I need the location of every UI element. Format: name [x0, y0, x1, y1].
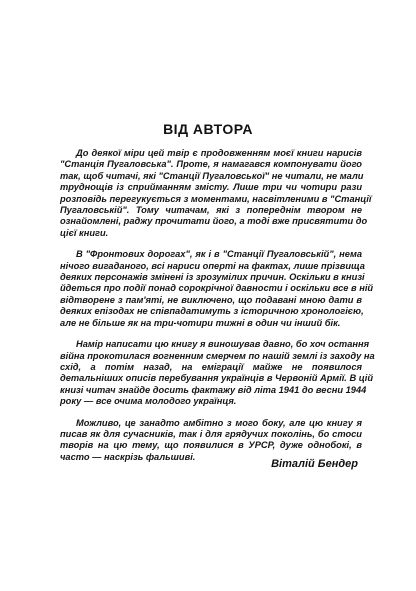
text-line: деяких епізодах не співпадатимуть з історичною хронологією,: [60, 306, 364, 317]
text-line: "Станція Пугаловська". Проте, я намагався компонувати його: [60, 159, 362, 170]
text-line: йдеться про події понад сорокрічної давности і оскільки все в ній: [60, 283, 374, 294]
text-line: схід, а потім назад, на еміграції майже не появилося: [60, 361, 362, 372]
text-line: так, щоб читачі, які "Станції Пугаловської" не читали, не мали: [60, 170, 364, 181]
text-line: відтворене з пам'яті, не виключено, що подавані мною дати в: [60, 294, 362, 305]
text-line: Пугаловській". Тому читачам, які з попереднім твором не: [60, 205, 362, 216]
text-line: писав як для сучасників, так і для грядучих поколінь, бо стоси: [60, 428, 362, 439]
text-line: труднощів із сприйманням змісту. Лише три чи чотири рази: [60, 182, 362, 193]
text-line: але не більше як на три-чотири тижні в один чи інший бік.: [60, 317, 341, 328]
text-line: часто — наскрізь фальшиві.: [60, 451, 196, 462]
paragraph-4: [60, 418, 362, 464]
page-title: ВІД АВТОРА: [163, 121, 253, 137]
text-line: ознайомлені, раджу прочитати його, а тоді вже присвятити до: [60, 216, 368, 227]
text-line: Можливо, це занадто амбітно з мого боку, але цю книгу я: [76, 417, 362, 428]
paragraph-1: [60, 148, 372, 239]
body-text: [60, 148, 375, 473]
text-line: творів на цю тему, що появилися в УРСР, дуже однобокі, в: [60, 440, 362, 451]
text-line: року — все очима молодого українця.: [60, 396, 237, 407]
text-line: війна прокотилася вогненним смерчем по нашій землі із заходу на: [60, 350, 375, 361]
author-signature: Віталій Бендер: [271, 458, 358, 470]
text-line: розповідь перегукується з моментами, насвітленими в "Станції: [60, 193, 372, 204]
text-line: В "Фронтових дорогах", як і в "Станції Пугаловській", нема: [76, 249, 362, 260]
text-line: цієї книги.: [60, 227, 109, 238]
text-line: Намір написати цю книгу я виношував давно, бо хоч остання: [76, 339, 370, 350]
paragraph-3: [60, 339, 375, 407]
text-line: детальніших описів перебування українців в Червоній Армії. В цій: [60, 373, 374, 384]
text-line: нічого вигаданого, всі нариси оперті на фактах, лише прізвища: [60, 260, 365, 271]
text-line: деяких персонажів змінені із зрозумілих причин. Оскільки в книзі: [60, 272, 365, 283]
text-line: До деякої міри цей твір є продовженням моєї книги нарисів: [76, 148, 362, 158]
paragraph-2: [60, 249, 374, 329]
text-line: книзі читач знайде досить фактажу від літа 1941 до весни 1944: [60, 384, 367, 395]
